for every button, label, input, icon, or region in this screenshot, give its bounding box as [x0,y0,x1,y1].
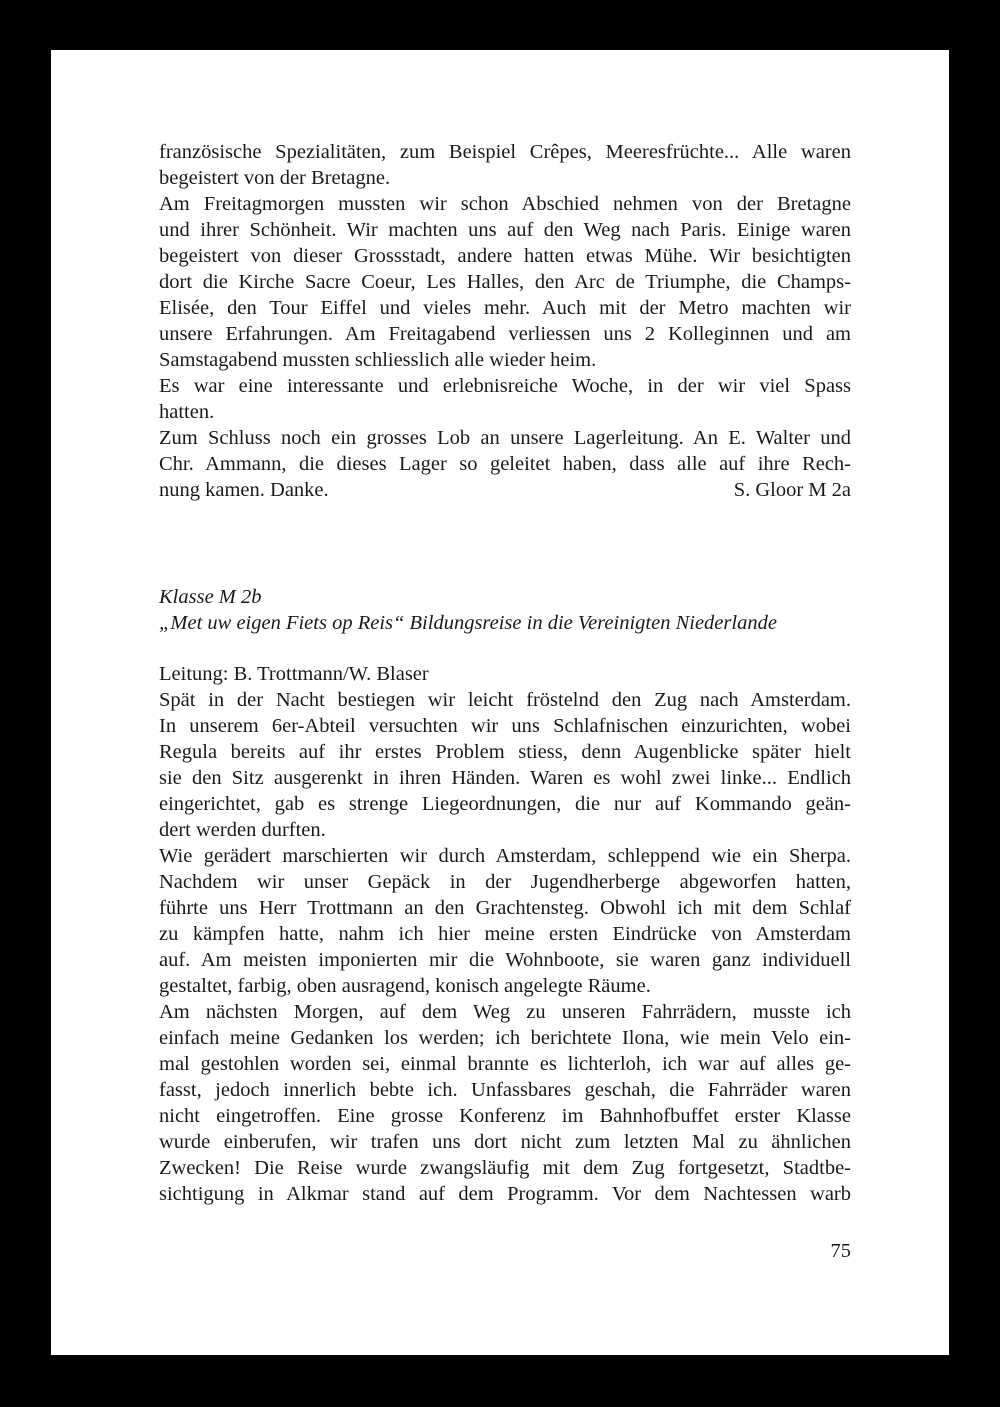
text-line: eingerichtet, gab es strenge Liegeordnungen, die nur auf Kommando geän- [159,793,851,815]
text-line: begeistert von der Bretagne. [159,167,391,189]
text-line: dert werden durften. [159,819,326,841]
closing-line [159,477,851,503]
closing-text: nung kamen. Danke. [159,479,329,501]
text-line: Zwecken! Die Reise wurde zwangsläufig mit dem Zug fortgesetzt, Stadtbe- [159,1157,851,1179]
text-line: Samstagabend mussten schliesslich alle wieder heim. [159,349,597,371]
text-line: mal gestohlen worden sei, einmal brannte es lichterloh, ich war auf alles ge- [159,1053,851,1075]
text-line: hatten. [159,401,215,423]
text-line: auf. Am meisten imponierten mir die Wohnboote, sie waren ganz individuell [159,949,851,971]
page-number: 75 [830,1240,851,1262]
text-line: gestaltet, farbig, oben ausragend, konisch angelegte Räume. [159,975,651,997]
trip-subtitle: „Met uw eigen Fiets op Reis“ Bildungsreise in die Vereinigten Niederlande [159,612,777,634]
text-line: sie den Sitz ausgerenkt in ihren Händen. Waren es wohl zwei linke... Endlich [159,767,851,789]
author-signature: S. Gloor M 2a [733,479,851,501]
report-m2b-body [159,661,851,1207]
text-line: unsere Erfahrungen. Am Freitagabend verliessen uns 2 Kolleginnen und am [159,323,851,345]
text-line: wurde einberufen, wir trafen uns dort nicht zum letzten Mal zu ähnlichen [159,1131,851,1153]
section-heading-m2b [159,584,851,636]
text-line: Es war eine interessante und erlebnisreiche Woche, in der wir viel Spass [159,375,851,397]
text-line: einfach meine Gedanken los werden; ich berichtete Ilona, wie mein Velo ein- [159,1027,851,1049]
class-heading: Klasse M 2b [159,586,262,608]
text-line: fasst, jedoch innerlich bebte ich. Unfassbares geschah, die Fahrräder waren [159,1079,851,1101]
text-line: begeistert von dieser Grossstadt, andere hatten etwas Mühe. Wir besichtigten [159,245,851,267]
text-line: Elisée, den Tour Eiffel und vieles mehr. Auch mit der Metro machten wir [159,297,851,319]
text-line: Am Freitagmorgen mussten wir schon Abschied nehmen von der Bretagne [159,193,851,215]
text-line: In unserem 6er-Abteil versuchten wir uns Schlafnischen einzurichten, wobei [159,715,851,737]
text-line: führte uns Herr Trottmann an den Grachtensteg. Obwohl ich mit dem Schlaf [159,897,851,919]
text-line: und ihrer Schönheit. Wir machten uns auf den Weg nach Paris. Einige waren [159,219,851,241]
text-line: nicht eingetroffen. Eine grosse Konferenz im Bahnhofbuffet erster Klasse [159,1105,851,1127]
text-line: Spät in der Nacht bestiegen wir leicht fröstelnd den Zug nach Amsterdam. [159,689,851,711]
text-line: Am nächsten Morgen, auf dem Weg zu unseren Fahrrädern, musste ich [159,1001,851,1023]
leitung-line: Leitung: B. Trottmann/W. Blaser [159,663,429,685]
text-line: französische Spezialitäten, zum Beispiel Crêpes, Meeresfrüchte... Alle waren [159,141,851,163]
text-line: dort die Kirche Sacre Coeur, Les Halles, den Arc de Triumphe, die Champs- [159,271,851,293]
report-m2a-conclusion [159,139,851,503]
text-line: Regula bereits auf ihr erstes Problem stiess, denn Augenblicke später hielt [159,741,851,763]
text-line: Wie gerädert marschierten wir durch Amsterdam, schleppend wie ein Sherpa. [159,845,851,867]
text-line: zu kämpfen hatte, nahm ich hier meine ersten Eindrücke von Amsterdam [159,923,851,945]
text-line: Nachdem wir unser Gepäck in der Jugendherberge abgeworfen hatten, [159,871,851,893]
document-page [51,50,949,1355]
text-line: sichtigung in Alkmar stand auf dem Programm. Vor dem Nachtessen warb [159,1183,851,1205]
text-line: Chr. Ammann, die dieses Lager so geleitet haben, dass alle auf ihre Rech- [159,453,851,475]
text-line: Zum Schluss noch ein grosses Lob an unsere Lagerleitung. An E. Walter und [159,427,851,449]
